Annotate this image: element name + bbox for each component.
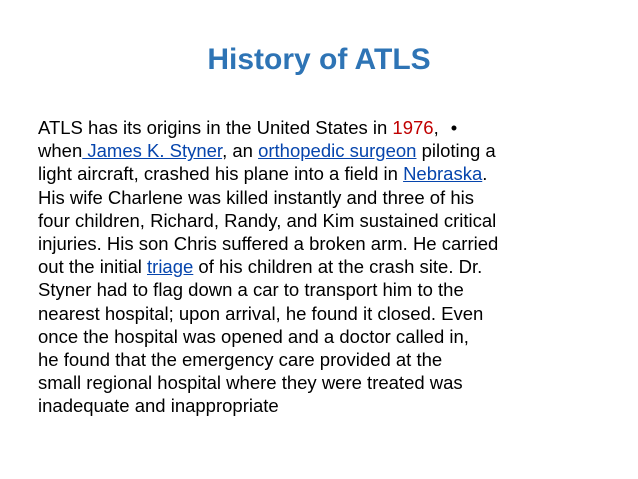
body-line-2 — [38, 139, 598, 162]
slide-title: History of ATLS — [207, 43, 431, 76]
body-line-10: once the hospital was opened and a doctor called in, — [38, 325, 469, 347]
body-text-segment: . — [482, 163, 488, 185]
body-text-segment: out the initial — [38, 256, 148, 278]
body-text-segment: of his children at the crash site. Dr. — [193, 256, 483, 278]
link-james-k-styner[interactable]: James K. Styner — [82, 140, 223, 162]
body-line-7 — [38, 255, 598, 278]
bullet-icon: • — [450, 117, 458, 138]
body-line-1 — [38, 116, 598, 139]
body-line-9: nearest hospital; upon arrival, he found it closed. Even — [38, 302, 484, 324]
body-line-13: inadequate and inappropriate — [38, 395, 279, 417]
body-line-11: he found that the emergency care provided at the — [38, 348, 443, 370]
body-text-segment: piloting a — [416, 140, 496, 162]
year-highlight: 1976 — [392, 117, 434, 138]
link-triage[interactable]: triage — [147, 256, 194, 278]
body-text-segment: light aircraft, crashed his plane into a field in — [38, 163, 404, 185]
body-line-5: four children, Richard, Randy, and Kim sustained critical — [38, 209, 497, 231]
body-line-6: injuries. His son Chris suffered a broken arm. He carried — [38, 232, 499, 254]
body-text-segment: , — [433, 117, 439, 138]
link-orthopedic-surgeon[interactable]: orthopedic surgeon — [258, 140, 417, 162]
body-text-segment: when — [38, 140, 83, 162]
body-line-4: His wife Charlene was killed instantly and three of his — [38, 186, 474, 208]
body-text-segment: , an — [222, 140, 259, 162]
slide-body — [38, 116, 598, 417]
body-line-12: small regional hospital where they were treated was — [38, 372, 463, 394]
body-line-3 — [38, 162, 598, 185]
body-text-segment: ATLS has its origins in the United States in — [38, 117, 393, 138]
link-nebraska[interactable]: Nebraska — [403, 163, 483, 185]
body-line-8: Styner had to flag down a car to transport him to the — [38, 279, 464, 301]
